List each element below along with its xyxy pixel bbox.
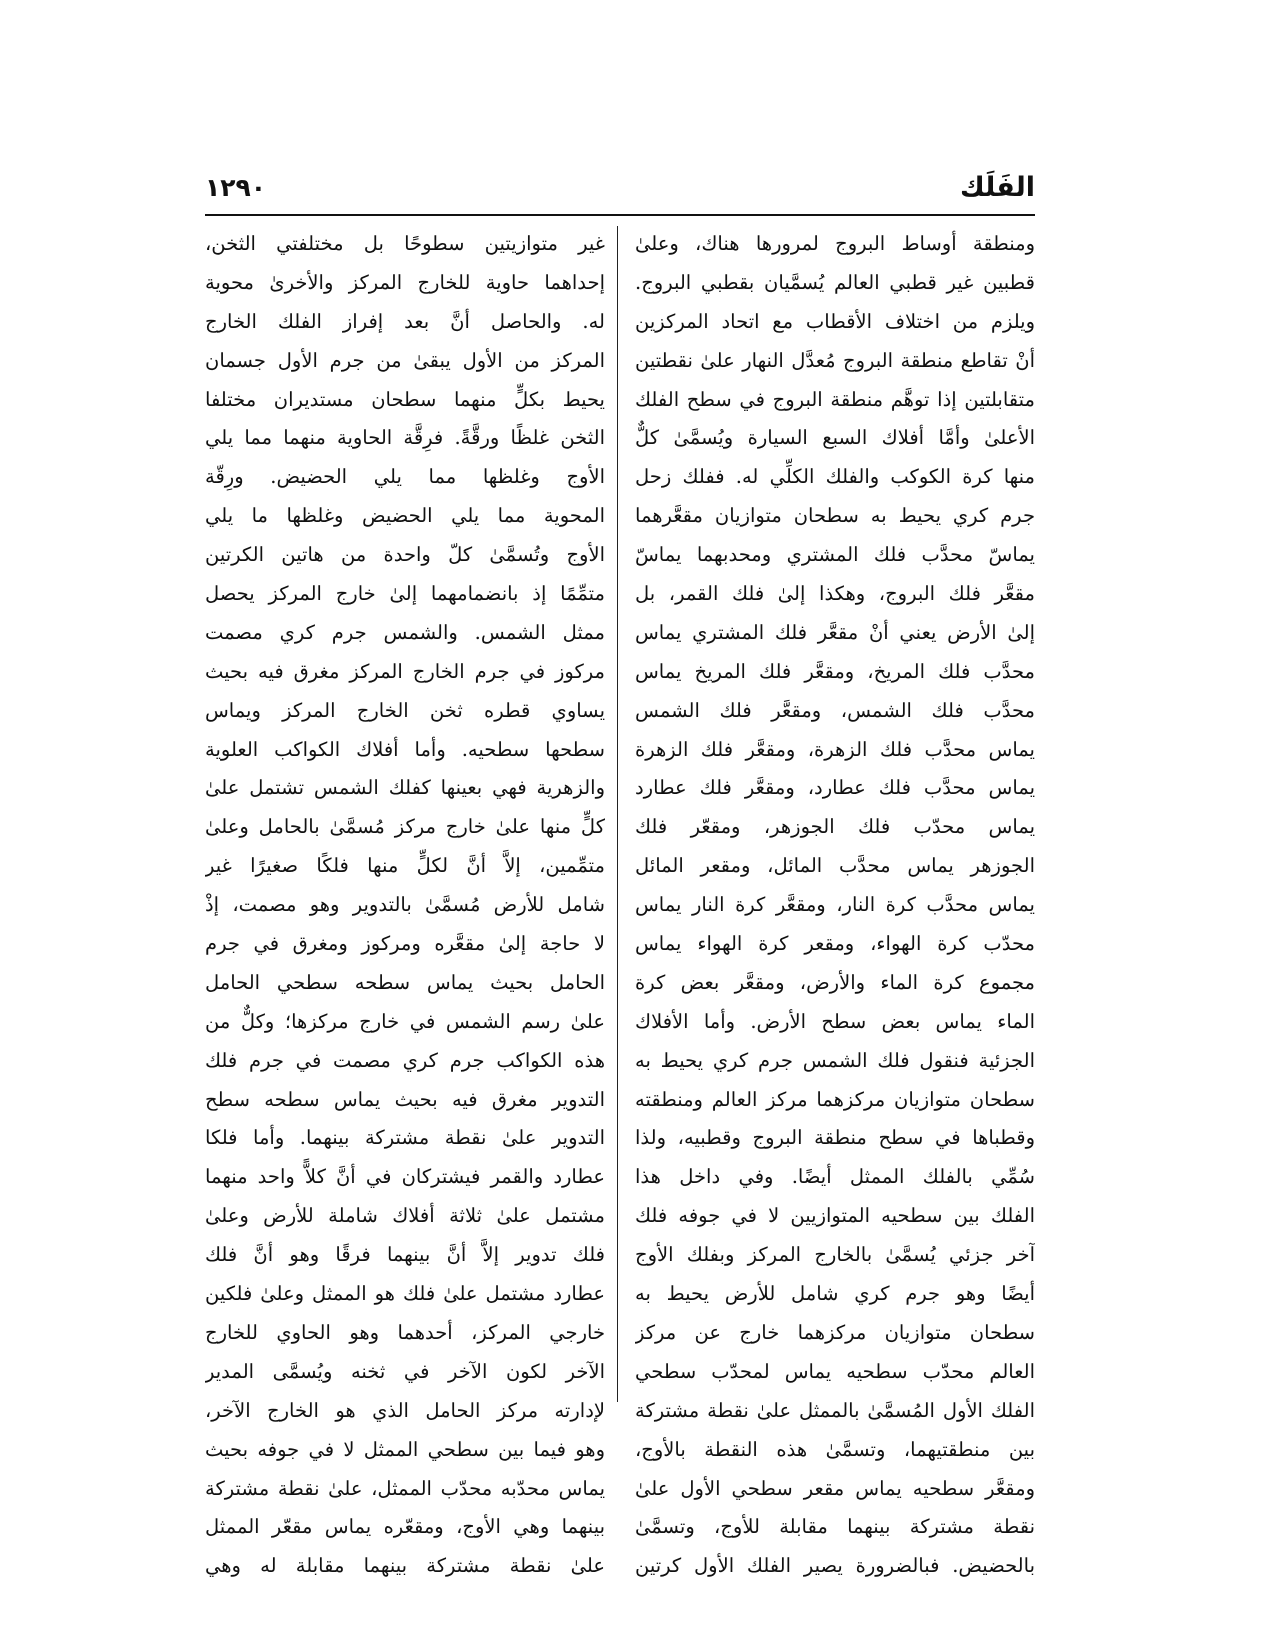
- text-line: بين منطقتيهما، وتسمَّىٰ هذه النقطة بالأوج،: [635, 1437, 1035, 1461]
- text-line: محدّب كرة الهواء، ومقعر كرة الهواء يماس: [635, 932, 1035, 956]
- text-line: متمِّمين، إلاَّ أنَّ لكلٍّ منها فلكًا صغيرًا غير: [205, 854, 605, 878]
- text-line: الأوج وتُسمَّىٰ كلّ واحدة من هاتين الكرتين: [205, 543, 605, 567]
- text-line: العالم محدّب سطحيه يماس لمحدّب سطحي: [635, 1359, 1035, 1383]
- column-divider: [617, 226, 618, 1402]
- text-line: بينهما وهي الأوج، ومقعّره يماس مقعّر الممثل: [205, 1515, 605, 1539]
- text-line: نقطة مشتركة بينهما مقابلة للأوج، وتسمَّىٰ: [635, 1515, 1035, 1539]
- text-line: علىٰ رسم الشمس في خارج مركزها؛ وكلٌّ من: [205, 1009, 605, 1033]
- text-line: هذه الكواكب جرم كري مصمت في جرم فلك: [205, 1048, 605, 1072]
- text-line: سُمِّي بالفلك الممثل أيضًا. وفي داخل هذا: [635, 1165, 1035, 1189]
- text-line: جرم كري يحيط به سطحان متوازيان مقعَّرهما: [635, 504, 1035, 528]
- text-line: يماس محدّب فلك الجوزهر، ومقعّر فلك: [635, 815, 1035, 839]
- text-line: خارجي المركز، أحدهما وهو الحاوي للخارج: [205, 1320, 605, 1344]
- header-rule: [205, 214, 1035, 216]
- text-line: متقابلتين إذا توهَّم منطقة البروج في سطح الفلك: [635, 387, 1035, 411]
- text-line: مركوز في جرم الخارج المركز مغرق فيه بحيث: [205, 659, 605, 683]
- text-line: إحداهما حاوية للخارج المركز والأخرىٰ محوية: [205, 270, 605, 294]
- text-line: يماس محدَّب كرة النار، ومقعَّر كرة النار يماس: [635, 893, 1035, 917]
- text-line: فلك تدوير إلاَّ أنَّ بينهما فرقًا وهو أنَّ فلك: [205, 1243, 605, 1267]
- text-line: غير متوازيتين سطوحًا بل مختلفتي الثخن،: [205, 232, 605, 255]
- text-line: متمِّمًا إذ بانضمامهما إلىٰ خارج المركز يحصل: [205, 582, 605, 606]
- text-line: سطحان متوازيان مركزهما مركز العالم ومنطقته: [635, 1087, 1035, 1111]
- left-text-column: [205, 225, 605, 1586]
- text-line: يماس محدَّب فلك الزهرة، ومقعَّر فلك الزهرة: [635, 737, 1035, 761]
- text-line: الجزئية فنقول فلك الشمس جرم كري يحيط به: [635, 1048, 1035, 1072]
- text-line: له. والحاصل أنَّ بعد إفراز الفلك الخارج: [205, 309, 605, 333]
- text-line: إلىٰ الأرض يعني أنْ مقعَّر فلك المشتري يماس: [635, 620, 1035, 644]
- text-line: الفلك الأول المُسمَّىٰ بالممثل علىٰ نقطة مشتركة: [635, 1398, 1035, 1422]
- right-text-column: [635, 225, 1035, 1586]
- text-line: الماء يماس بعض سطح الأرض. وأما الأفلاك: [635, 1009, 1035, 1033]
- text-line: الفلك بين سطحيه المتوازيين لا في جوفه فلك: [635, 1204, 1035, 1228]
- text-line: وقطباها في سطح منطقة البروج وقطبيه، ولذا: [635, 1126, 1035, 1150]
- text-line: يساوي قطره ثخن الخارج المركز ويماس: [205, 698, 605, 722]
- text-line: مشتمل علىٰ ثلاثة أفلاك شاملة للأرض وعلىٰ: [205, 1204, 605, 1228]
- text-line: مجموع كرة الماء والأرض، ومقعَّر بعض كرة: [635, 970, 1035, 994]
- text-line: الثخن غلظًا ورقَّةً. فرِقَّة الحاوية منهما مما يلي: [205, 426, 605, 450]
- text-line: عطارد والقمر فيشتركان في أنَّ كلاًّ واحد منهما: [205, 1165, 605, 1189]
- text-line: أيضًا وهو جرم كري شامل للأرض يحيط به: [635, 1282, 1035, 1306]
- text-line: وهو فيما بين سطحي الممثل لا في جوفه بحيث: [205, 1437, 605, 1461]
- text-line: يماس محدّبه محدّب الممثل، علىٰ نقطة مشتركة: [205, 1476, 605, 1500]
- page-number: ١٢٩٠: [205, 173, 267, 202]
- text-line: يماسّ محدَّب فلك المشتري ومحدبهما يماسّ: [635, 543, 1035, 567]
- text-line: المركز من الأول يبقىٰ من جرم الأول جسمان: [205, 348, 605, 372]
- text-line: يحيط بكلٍّ منهما سطحان مستديران مختلفا: [205, 387, 605, 411]
- text-line: بالحضيض. فبالضرورة يصير الفلك الأول كرتين: [635, 1554, 1035, 1578]
- text-line: الأوج وغلظها مما يلي الحضيض. ورِقّة: [205, 465, 605, 489]
- text-line: التدوير علىٰ نقطة مشتركة بينهما. وأما فلكا: [205, 1126, 605, 1150]
- text-line: آخر جزئي يُسمَّىٰ بالخارج المركز وبفلك الأوج: [635, 1243, 1035, 1267]
- page-header: [205, 168, 1035, 212]
- text-line: ومنطقة أوساط البروج لمرورها هناك، وعلىٰ: [635, 232, 1035, 255]
- text-line: محدَّب فلك الشمس، ومقعَّر فلك الشمس: [635, 698, 1035, 722]
- text-line: كلٍّ منها علىٰ خارج مركز مُسمَّىٰ بالحامل وعلىٰ: [205, 815, 605, 839]
- text-line: لا حاجة إلىٰ مقعَّره ومركوز ومغرق في جرم: [205, 932, 605, 956]
- text-line: شامل للأرض مُسمَّىٰ بالتدوير وهو مصمت، إذْ: [205, 893, 605, 917]
- text-line: ممثل الشمس. والشمس جرم كري مصمت: [205, 620, 605, 644]
- text-line: التدوير مغرق فيه بحيث يماس سطحه سطح: [205, 1087, 605, 1111]
- text-line: سطحها سطحيه. وأما أفلاك الكواكب العلوية: [205, 737, 605, 761]
- text-line: يماس محدَّب فلك عطارد، ومقعَّر فلك عطارد: [635, 776, 1035, 800]
- running-head-title: الفَلَك: [960, 172, 1035, 203]
- text-line: الجوزهر يماس محدَّب المائل، ومقعر المائل: [635, 854, 1035, 878]
- text-line: ومقعَّر سطحيه يماس مقعر سطحي الأول علىٰ: [635, 1476, 1035, 1500]
- text-line: أنْ تقاطع منطقة البروج مُعدَّل النهار علىٰ نقطتين: [635, 348, 1035, 372]
- text-line: المحوية مما يلي الحضيض وغلظها ما يلي: [205, 504, 605, 528]
- text-line: لإدارته مركز الحامل الذي هو الخارج الآخر،: [205, 1398, 605, 1422]
- text-line: عطارد مشتمل علىٰ فلك هو الممثل وعلىٰ فلكين: [205, 1282, 605, 1306]
- text-line: ويلزم من اختلاف الأقطاب مع اتحاد المركزين: [635, 309, 1035, 333]
- text-line: محدَّب فلك المريخ، ومقعَّر فلك المريخ يماس: [635, 659, 1035, 683]
- text-line: منها كرة الكوكب والفلك الكلِّي له. ففلك زحل: [635, 465, 1035, 489]
- text-line: الحامل بحيث يماس سطحه سطحي الحامل: [205, 970, 605, 994]
- text-line: مقعَّر فلك البروج، وهكذا إلىٰ فلك القمر، بل: [635, 582, 1035, 606]
- text-line: سطحان متوازيان مركزهما خارج عن مركز: [635, 1320, 1035, 1344]
- text-line: قطبين غير قطبي العالم يُسمَّيان بقطبي البروج.: [635, 270, 1035, 294]
- text-line: الأعلىٰ وأمَّا أفلاك السبع السيارة ويُسمَّىٰ كلٌّ: [635, 426, 1035, 450]
- text-line: والزهرية فهي بعينها كفلك الشمس تشتمل علىٰ: [205, 776, 605, 800]
- text-line: علىٰ نقطة مشتركة بينهما مقابلة له وهي: [205, 1554, 605, 1578]
- text-line: الآخر لكون الآخر في ثخنه ويُسمَّى المدير: [205, 1359, 605, 1383]
